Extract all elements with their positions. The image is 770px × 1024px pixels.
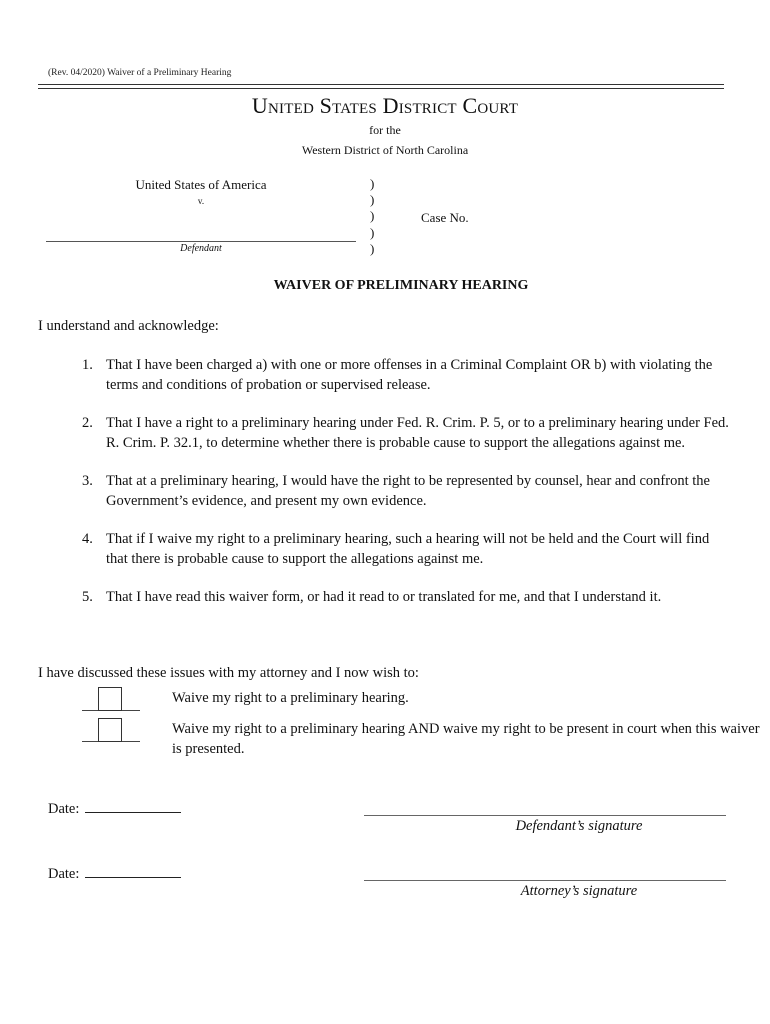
attorney-signature-field[interactable] (364, 880, 726, 881)
header-rule-bottom (38, 88, 724, 89)
plaintiff-name: United States of America (135, 177, 267, 192)
list-item (82, 588, 732, 608)
date-label: Date: (48, 866, 80, 882)
case-number-label: Case No. (421, 210, 469, 225)
waive-hearing-checkbox[interactable] (98, 687, 122, 711)
caption-paren: ) (370, 208, 375, 224)
waive-presence-label: Waive my right to a preliminary hearing AND waive my right to be present in court when this waiver is presented. (172, 721, 760, 757)
acknowledgement-list (82, 356, 732, 627)
item-number: 3. (82, 473, 93, 489)
form-revision-label: (Rev. 04/2020) Waiver of a Preliminary Hearing (48, 68, 232, 78)
caption-paren: ) (370, 224, 375, 240)
item-number: 4. (82, 531, 93, 547)
item-text: That I have read this waiver form, or had it read to or translated for me, and that I understand it. (106, 589, 662, 605)
item-text: That at a preliminary hearing, I would have the right to be represented by counsel, hear and confront the Government’s evidence, and present my own evidence. (106, 473, 710, 509)
waive-presence-checkbox[interactable] (98, 718, 122, 742)
caption-parentheses (370, 176, 374, 257)
item-text: That if I waive my right to a preliminary hearing, such a hearing will not be held and the Court will find that there is probable cause to support the allegations against me. (106, 531, 710, 567)
waive-hearing-checkbox-area (82, 687, 140, 711)
defendant-name-field[interactable] (46, 241, 356, 242)
item-text: That I have been charged a) with one or more offenses in a Criminal Complaint OR b) with violating the terms and conditions of probation or supervised release. (106, 357, 713, 393)
for-the-label: for the (369, 123, 401, 137)
district-name: Western District of North Carolina (301, 143, 469, 157)
list-item (82, 356, 732, 395)
versus-label: v. (197, 196, 205, 206)
list-item (82, 472, 732, 511)
court-title: United States District Court (251, 93, 519, 118)
waive-hearing-option (82, 687, 409, 711)
item-text: That I have a right to a preliminary hearing under Fed. R. Crim. P. 5, or to a preliminary hearing under Fed. R. Crim. P. 32.1, to determine whether there is probable cause to support the allegations against me. (106, 415, 729, 451)
item-number: 5. (82, 589, 93, 605)
defendant-date-field[interactable] (85, 798, 181, 813)
defendant-label: Defendant (180, 243, 222, 254)
caption-paren: ) (370, 240, 375, 256)
document-heading: WAIVER OF PRELIMINARY HEARING (273, 278, 529, 293)
intro-text: I understand and acknowledge: (38, 318, 219, 334)
caption-paren: ) (370, 192, 375, 208)
defendant-date-row (48, 798, 181, 818)
item-number: 2. (82, 415, 93, 431)
caption-paren: ) (370, 176, 375, 191)
attorney-date-field[interactable] (85, 863, 181, 878)
list-item (82, 530, 732, 569)
attorney-date-row (48, 863, 181, 883)
attorney-signature-label: Attorney’s signature (520, 883, 638, 899)
defendant-signature-field[interactable] (364, 815, 726, 816)
date-label: Date: (48, 801, 80, 817)
waive-hearing-and-presence-option (82, 718, 770, 759)
waive-hearing-label: Waive my right to a preliminary hearing. (172, 690, 409, 706)
discussed-text: I have discussed these issues with my attorney and I now wish to: (38, 665, 419, 681)
item-number: 1. (82, 357, 93, 373)
waive-presence-checkbox-area (82, 718, 140, 742)
header-rule-top (38, 84, 724, 85)
list-item (82, 414, 732, 453)
defendant-signature-label: Defendant’s signature (515, 818, 643, 834)
